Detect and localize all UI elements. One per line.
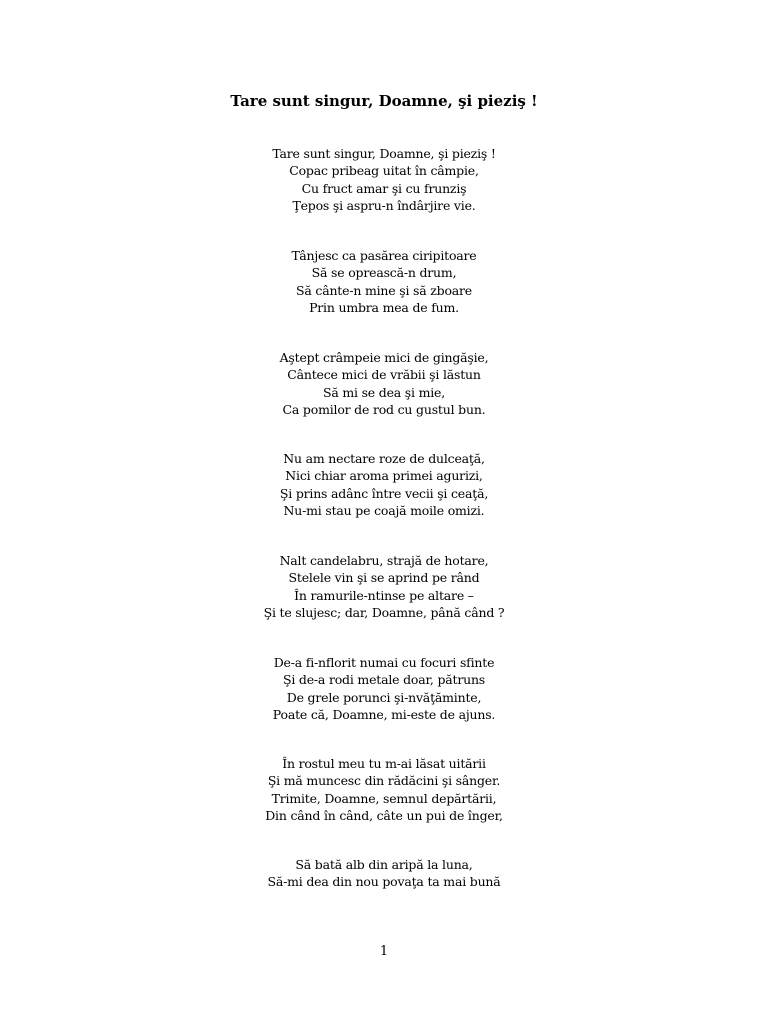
verse-line: Cu fruct amar şi cu frunziş: [301, 180, 467, 196]
stanza-7: [0, 755, 768, 824]
stanza-6: [0, 654, 768, 723]
verse-line: Trimite, Doamne, semnul depărtării,: [271, 790, 497, 806]
verse-line: Şi prins adânc între vecii şi ceaţă,: [279, 485, 489, 501]
verse-line: Din când în când, câte un pui de înger,: [265, 807, 503, 823]
verse-line: Nu-mi stau pe coajă moile omizi.: [283, 502, 485, 518]
verse-line: Tare sunt singur, Doamne, şi pieziş !: [272, 146, 496, 161]
poem-title: Tare sunt singur, Doamne, şi pieziş !: [230, 92, 538, 110]
verse-line: De-a fi-nflorit numai cu focuri sfinte: [273, 655, 495, 670]
verse-line: În ramurile-ntinse pe altare –: [294, 587, 474, 603]
verse-line: Nalt candelabru, strajă de hotare,: [279, 553, 489, 568]
verse-line: Ca pomilor de rod cu gustul bun.: [282, 401, 486, 417]
verse-line: Să bată alb din aripă la luna,: [295, 857, 473, 872]
stanza-3: [0, 349, 768, 418]
verse-line: Şi mă muncesc din rădăcini şi sânger.: [267, 773, 501, 789]
verse-line: Să cânte-n mine şi să zboare: [296, 282, 472, 298]
verse-line: Să-mi dea din nou povaţa ta mai bună: [267, 874, 501, 890]
verse-line: Stelele vin şi se aprind pe rând: [288, 570, 480, 586]
stanza-1: [0, 145, 768, 214]
verse-line: Poate că, Doamne, mi-este de ajuns.: [272, 706, 496, 722]
verse-line: Tânjesc ca pasărea ciripitoare: [291, 248, 477, 263]
verse-line: Cântece mici de vrăbii şi lăstun: [287, 367, 481, 383]
verse-line: Ţepos şi aspru-n îndârjire vie.: [292, 197, 476, 213]
verse-line: Şi de-a rodi metale doar, pătruns: [282, 672, 486, 688]
verse-line: Să se oprească-n drum,: [311, 265, 457, 281]
stanza-2: [0, 247, 768, 316]
verse-line: De grele porunci şi-nvăţăminte,: [286, 689, 482, 705]
verse-line: Să mi se dea şi mie,: [322, 384, 446, 400]
verse-line: Nu am nectare roze de dulceaţă,: [283, 451, 485, 466]
verse-line: Prin umbra mea de fum.: [309, 299, 459, 315]
verse-line: Aştept crâmpeie mici de gingăşie,: [279, 350, 489, 365]
verse-line: Nici chiar aroma primei agurizi,: [285, 468, 483, 484]
verse-line: Copac pribeag uitat în câmpie,: [289, 163, 479, 179]
verse-line: Şi te slujesc; dar, Doamne, până când ?: [263, 604, 505, 620]
verse-line: În rostul meu tu m-ai lăsat uitării: [282, 756, 486, 771]
stanza-5: [0, 552, 768, 621]
stanza-4: [0, 450, 768, 519]
stanza-8: [0, 856, 768, 891]
page-number: 1: [379, 944, 389, 959]
